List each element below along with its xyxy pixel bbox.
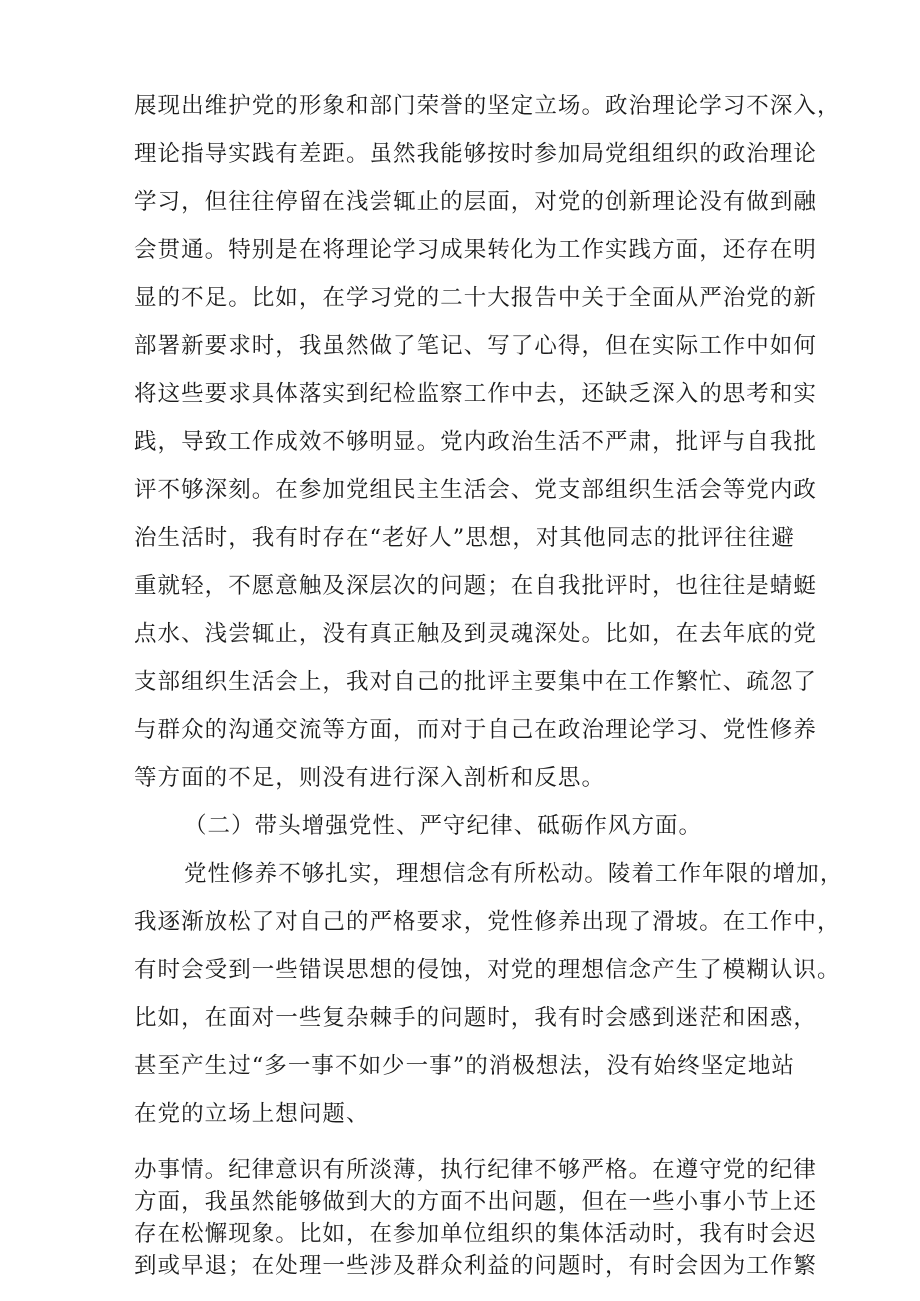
text-line: 甚至产生过“多一事不如少一事”的消极想法，没有始终坚定地站 — [134, 1053, 795, 1079]
section-heading: （二）带头增强党性、严守纪律、砥砺作风方面。 — [184, 813, 703, 839]
text-line: 点水、浅尝辄止，没有真正触及到灵魂深处。比如，在去年底的党 — [134, 621, 817, 647]
text-line: 重就轻，不愿意触及深层次的问题；在自我批评时，也往往是蜻蜓 — [134, 573, 817, 599]
text-line: 学习，但往往停留在浅尝辄止的层面，对党的创新理论没有做到融 — [134, 189, 817, 215]
text-line: 展现出维护党的形象和部门荣誉的坚定立场。政治理论学习不深入， — [134, 93, 841, 119]
text-line: 有时会受到一些错误思想的侵蚀，对党的理想信念产生了模糊认识。 — [134, 957, 841, 983]
paragraph-first-line: 党性修养不够扎实，理想信念有所松动。陵着工作年限的增加， — [184, 861, 844, 887]
text-line: 部署新要求时，我虽然做了笔记、写了心得，但在实际工作中如何 — [134, 333, 817, 359]
text-line: 治生活时，我有时存在“老好人”思想，对其他同志的批评往往避 — [134, 525, 795, 551]
text-line: 与群众的沟通交流等方面，而对于自己在政治理论学习、党性修养 — [134, 717, 817, 743]
text-line: 将这些要求具体落实到纪检监察工作中去，还缺乏深入的思考和实 — [134, 381, 817, 407]
text-line: 践，导致工作成效不够明显。党内政治生活不严肃，批评与自我批 — [134, 429, 817, 455]
text-line: 评不够深刻。在参加党组民主生活会、党支部组织生活会等党内政 — [134, 477, 817, 503]
text-line: 支部组织生活会上，我对自己的批评主要集中在工作繁忙、疏忽了 — [134, 669, 817, 695]
text-line: 显的不足。比如，在学习党的二十大报告中关于全面从严治党的新 — [134, 285, 817, 311]
text-line: 办事情。纪律意识有所淡薄，执行纪律不够严格。在遵守党的纪律 — [134, 1157, 817, 1183]
text-line: 比如，在面对一些复杂棘手的问题时，我有时会感到迷茫和困惑， — [134, 1005, 817, 1031]
text-line: 会贯通。特别是在将理论学习成果转化为工作实践方面，还存在明 — [134, 237, 817, 263]
text-line: 方面，我虽然能够做到大的方面不出问题，但在一些小事小节上还 — [134, 1189, 817, 1215]
text-line: 到或早退；在处理一些涉及群众利益的问题时，有时会因为工作繁 — [134, 1253, 817, 1279]
text-line: 理论指导实践有差距。虽然我能够按时参加局党组组织的政治理论 — [134, 141, 817, 167]
text-line: 我逐渐放松了对自己的严格要求，党性修养出现了滑坡。在工作中， — [134, 909, 841, 935]
text-line: 存在松懈现象。比如，在参加单位组织的集体活动时，我有时会迟 — [134, 1221, 817, 1247]
text-line: 等方面的不足，则没有进行深入剖析和反思。 — [134, 765, 606, 791]
text-line: 在党的立场上想问题、 — [134, 1101, 370, 1127]
